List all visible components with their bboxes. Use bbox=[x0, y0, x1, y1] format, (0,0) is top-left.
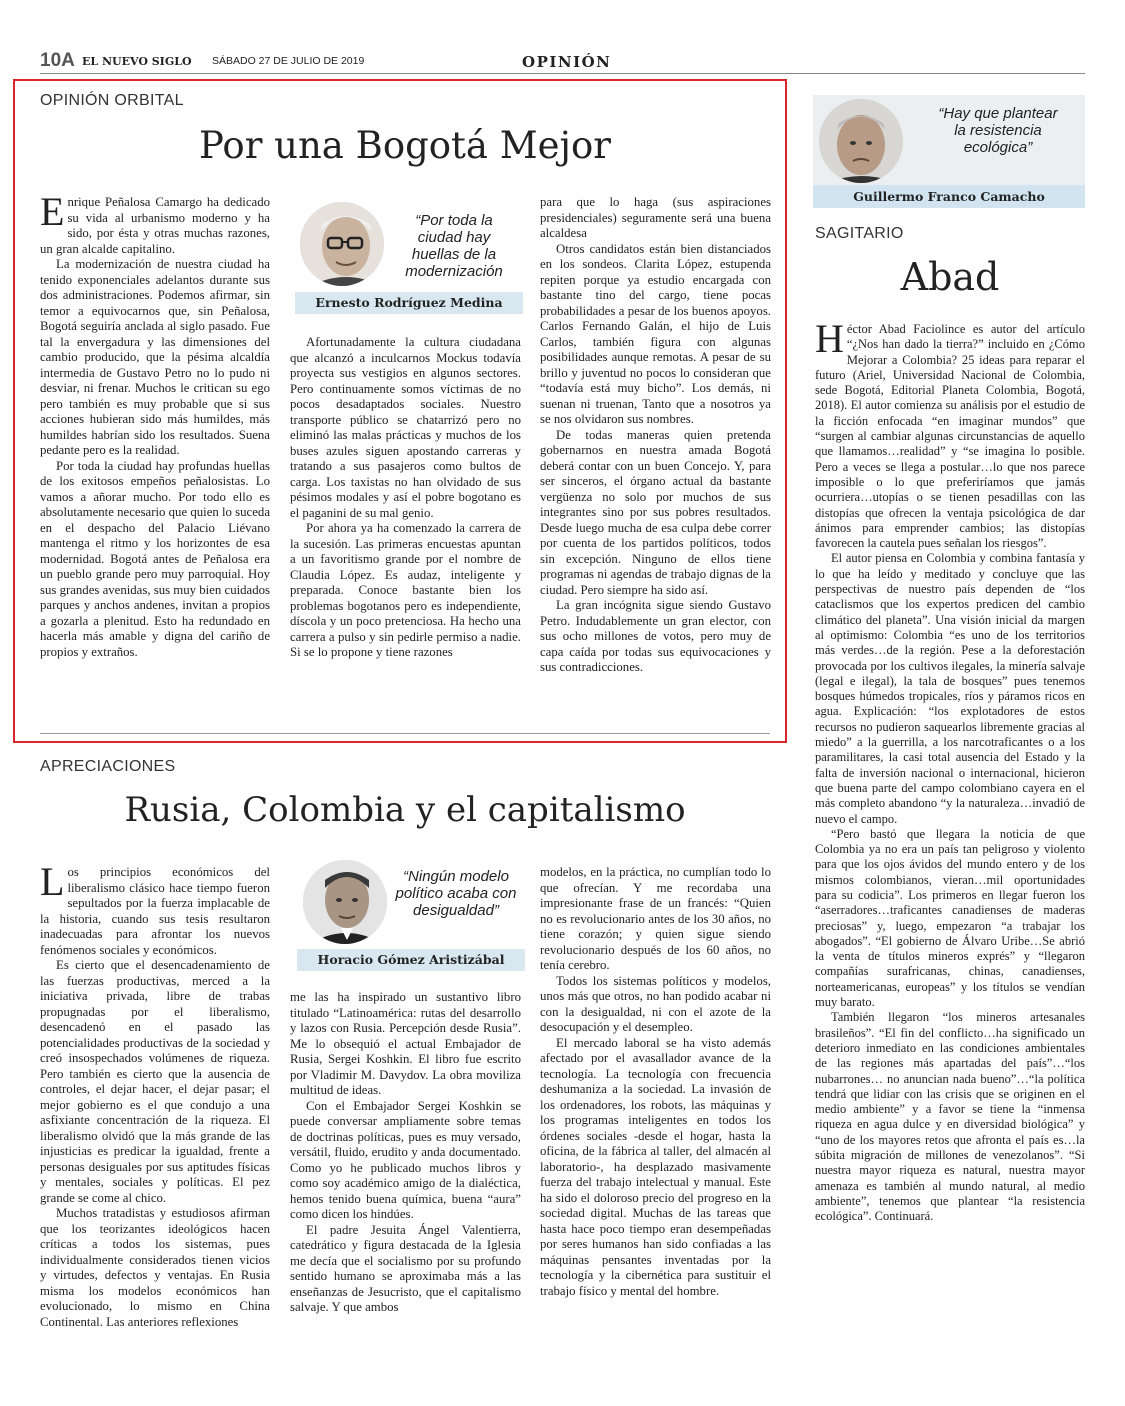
article1-column-2: Afortunadamente la cultura ciudadana que alcanzó a inculcarnos Mockus todavía proyecta sus vestigios en algunos sectores. Pero continuamente somos víctimas de no pocos desadaptados sociales. Nuestro transporte público se chatarrizó pero no eliminó las malas prácticas y muchos de los buses azules siguen apostando carreras y tratando a sus pasajeros como bultos de carga. Los taxistas no han olvidado de sus pésimos modales y así el pobre bogotano es el paganini de su mal genio. Por ahora ya ha comenzado la carrera de la sucesión. Las primeras encuestas apuntan a un favoritismo grande por el nombre de Claudia López. Es audaz, inteligente y preparada. Conoce bastante bien los problemas bogotanos pero es independiente, díscola y un poco pretenciosa. Ha hecho una carrera a pulso y sin pedirle permiso a nadie. Si se lo propone y tiene razones bbox=[290, 335, 521, 659]
article3-kicker: SAGITARIO bbox=[815, 225, 904, 242]
issue-date: SÁBADO 27 DE JULIO DE 2019 bbox=[212, 55, 365, 67]
section-title: OPINIÓN bbox=[522, 53, 612, 71]
author-name: Guillermo Franco Camacho bbox=[813, 185, 1085, 208]
pull-quote: “Hay que plantear la resistencia ecológica” bbox=[938, 105, 1058, 156]
dropcap: H bbox=[815, 322, 844, 361]
page-header bbox=[40, 50, 1085, 72]
newspaper-name: EL NUEVO SIGLO bbox=[82, 55, 192, 68]
article3-title: Abad bbox=[900, 255, 1000, 299]
pull-quote: “Ningún modelo político acaba con desigualdad” bbox=[395, 868, 517, 919]
author-photo bbox=[303, 860, 387, 944]
article1-column-3: para que lo haga (sus aspiraciones presidenciales) seguramente será una buena alcaldesa Otros candidatos están bien distanciados en los sondeos. Clarita López, estupenda repiten porque ya estudio encargada con bastante tino del cargo, tiene pocas probabilidades a pesar de los buenos apoyos. Carlos Fernando Galán, el hijo de Luis Carlos, también figura con algunas posibilidades aunque remotas. A pesar de su brillo y juventud no pocos lo consideran que “todavía está muy bicho”. Los demás, ni suenan ni truenan, Tanto que a nosotros ya se nos olvidaron sus nombres. De todas maneras quien pretenda gobernarnos en nuestra amada Bogotá deberá contar con un buen Concejo. Y, para ser sinceros, el órgano actual da bastante vergüenza no solo por muchos de sus integrantes sino por sus pobres resultados. Desde luego mucha de esa culpa debe correr por cuenta de los partidos políticos, todos sin excepción. Ninguno de ellos tiene programas ni agendas de trabajo dignas de la ciudad. Pero siempre ha sido así. La gran incógnita sigue siendo Gustavo Petro. Indudablemente un gran elector, con sus ocho millones de votos, pero muy de capa caída por todas sus equivocaciones y sus contradicciones. bbox=[540, 195, 771, 674]
article3-quote-box bbox=[813, 95, 1085, 208]
article2-column-2: me las ha inspirado un sustantivo libro titulado “Latinoamérica: rutas del desarrollo y lazos con Rusia. Percepción desde Rusia”. Me lo obsequió el actual Embajador de Rusia, Sergei Koshkin. El libro fue escrito por Vladimir M. Davydov. La obra moviliza multitud de ideas. Con el Embajador Sergei Koshkin se puede conversar ampliamente sobre temas de doctrinas políticas, pues es muy versado, versátil, fluido, erudito y anda documentado. Como yo he publicado muchos libros y como soy académico amigo de la dialéctica, hemos tenido buena química, buena “aura” como dicen los hindúes. El padre Jesuita Ángel Valentierra, catedrático y figura destacada de la Iglesia me decía que el socialismo por su profundo sentido humano se aproximaba más a las enseñanzas de Jesucristo, que el capitalismo salvaje. Y que ambos bbox=[290, 990, 521, 1314]
article1-quote-box bbox=[295, 200, 523, 318]
author-name: Ernesto Rodríguez Medina bbox=[295, 292, 523, 314]
article1-column-1: Enrique Peñalosa Camargo ha dedicado su vida al urbanismo moderno y ha sido, por ésta y otras muchas razones, un gran alcalde capitalino. La modernización de nuestra ciudad ha tenido exponenciales adelantos durante sus dos administraciones. Podemos afirmar, sin temor a equivocarnos que, sin Peñalosa, Bogotá seguiría anclada al siglo pasado. Fue tal la envergadura y las dimensiones del cambio producido, que la pésima alcaldía intermedia de Gustavo Petro no lo pudo ni desviar, ni frenar. Muchos le critican su ego pero también es muy probable que si sus acciones hubieran sido más humildes, más humildes habrían sido los resultados. Suena pedante pero es la realidad. Por toda la ciudad hay profundas huellas de los exitosos empeños peñalosistas. Lo vamos a añorar mucho. Por todo ello es absolutamente necesario que quien lo suceda en el despacho del Palacio Liévano mantenga el ritmo y los horizontes de esa modernidad. Bogotá antes de Peñalosa era un pueblo grande pero muy parroquial. Hoy sus grandes avenidas, sus muy bien cuidados parques y anchos andenes, invitan a propios a gozarla a plenitud. Esto ha redundado en hacerla más amable y digna del cariño de propios y extraños. bbox=[40, 195, 270, 659]
article2-kicker: APRECIACIONES bbox=[40, 758, 176, 775]
dropcap: L bbox=[40, 865, 65, 904]
article3-column: Héctor Abad Faciolince es autor del artículo “¿Nos han dado la tierra?” incluido en ¿Cómo Mejorar a Colombia? 25 ideas para reparar el futuro (Ariel, Universidad Nacional de Colombia, sede Bogotá, Editorial Planeta Colombia, Bogotá, 2018). El autor comienza su análisis por el estudio de la ficción enfocada “en imaginar mundos” que “surgen al cambiar algunas circunstancias de aquello que llamamos…realidad” y “se imagina lo posible. Pero a veces se llega a postular…lo que nos parece imposible o lo que preferiríamos que jamás ocurriera…utopías o se tienen pesadillas con las distopías que ofrecen la ventaja psicológica de dar ánimos para emprender cambios; las distopías favorecen la cautela pues señalan los riesgos”. El autor piensa en Colombia y combina fantasía y lo que ha leído y meditado y concluye que las perspectivas de nuestro país dependen de “los cataclismos que los expertos predicen del cambio climático del planeta”. Una visión inicial da margen al optimismo: Colombia “es uno de los territorios más verdes…de la región. Pese a la deforestación provocada por los cultivos ilegales, la minería salvaje (legal e ilegal), la tala de bosques” pues tenemos bosques húmedos tropicales, ríos y páramos ricos en agua. Explicación: “los explotadores de estos recursos no pudieron saquearlos libremente gracias al miedo” a la guerrilla, a los narcotraficantes o a los paramilitares, la casi total ausencia del Estado y la falta de inversión nacional o internacional, hicieron que buena parte del campo colombiano cayera en el más completo abandono “y la naturaleza…invadió de nuevo el campo. “Pero bastó que llegara la noticia de que Colombia ya no era un país tan peligroso y violento para que los ojos ávidos del mundo entero y de los mismos colombianos, vieran…mil oportunidades para su codicia”. Los primeros en llegar fueron los “aserradores…traficantes canadienses de maderas preciosas” y, luego, empezaron “a trabajar los abogados”. “El gobierno de Álvaro Uribe…Se abrió la venta de títulos mineros exprés” y “llegaron compañías surafricanas, chinas, canadienses, norteamericanas, europeas” y los títulos se vendían muy barato. También llegaron “los mineros artesanales brasileños”. “El fin del conflicto…ha significado un deterioro inmediato en las condiciones ambientales de las regiones más apartadas del país”…“los nubarrones… no anuncian nada bueno”…“la política tendrá que lidiar con las crisis que se originen en el medio ambiente” y a favor se tiene la “inmensa riqueza en agua dulce y en diversidad biológica” y “uno de los mayores retos que afronta el país es…la súbita migración de millones de venezolanos”. “Si nuestra mayor riqueza es natural, nuestra mayor amenaza es también al mundo natural, al medio ambiente”, tenemos que plantear “la resistencia ecológica”. Continuará. bbox=[815, 322, 1085, 1224]
article2-title: Rusia, Colombia y el capitalismo bbox=[124, 790, 686, 830]
page-number: 10A bbox=[40, 50, 75, 71]
section-divider bbox=[40, 733, 770, 734]
article2-quote-box bbox=[297, 858, 525, 976]
author-photo bbox=[300, 202, 384, 286]
article2-column-3: modelos, en la práctica, no cumplían todo lo que ofrecían. Y me recordaba una impresionante frase de un francés: “Quien no es revolucionario antes de los 30 años, no tiene corazón; y quien sigue siendo revolucionario después de los 60 años, no tenía cerebro. Todos los sistemas políticos y modelos, unos más que otros, no han podido acabar ni con la desigualdad, ni con el azote de la desocupación y el desempleo. El mercado laboral se ha visto además afectado por el avasallador avance de la tecnología. La tecnología con frecuencia deshumaniza a la sociedad. La invasión de los ordenadores, los robots, las máquinas y los programas inteligentes en todos los órdenes sociales -desde el hogar, hasta la oficina, de la fábrica al taller, del almacén al laboratorio-, ha desplazado masivamente fuerza del trabajo intelectual y manual. Este ha sido el doloroso precio del progreso en la sociedad digital. Muchas de las tareas que hasta hace poco tiempo eran desempeñadas por seres humanos han sido confiadas a las máquinas pensantes inventadas por la tecnología y la cibernética para sustituir el trabajo físico y mental del hombre. bbox=[540, 865, 771, 1298]
header-rule bbox=[40, 73, 1085, 74]
pull-quote: “Por toda la ciudad hay huellas de la modernización bbox=[405, 212, 503, 280]
author-name: Horacio Gómez Aristizábal bbox=[297, 949, 525, 971]
article1-title: Por una Bogotá Mejor bbox=[199, 124, 611, 167]
article2-column-1: Los principios económicos del liberalismo clásico hace tiempo fueron sepultados por la fuerza implacable de la historia, cuando sus tesis resultaron inadecuadas para afrontar los nuevos fenómenos sociales y económicos. Es cierto que el desencadenamiento de las fuerzas productivas, merced a la iniciativa privada, libre de trabas propugnadas por el liberalismo, desencadenó en el pasado las potencialidades productivas de la sociedad y creó insospechados volúmenes de riqueza. Pero también es cierto que la ausencia de controles, el dejar hacer, el dejar pasar; el mejor gobierno es el que condujo a una asfixiante concentración de la riqueza. El liberalismo olvidó que la más grande de las injusticias es predicar la igualdad, frente a personas desiguales por sus aptitudes físicas y mentales, sociales y políticas. El pez grande se come al chico. Muchos tratadistas y estudiosos afirman que los teorizantes ideológicos hacen críticas a todos los sistemas, pues individualmente considerados tienen vicios y virtudes, defectos y ventajas. En Rusia misma los modelos económicos han evolucionado, lo mismo en China Continental. Las anteriores reflexiones bbox=[40, 865, 270, 1329]
author-photo bbox=[819, 99, 903, 183]
article1-kicker: OPINIÓN ORBITAL bbox=[40, 92, 184, 109]
dropcap: E bbox=[40, 195, 65, 234]
